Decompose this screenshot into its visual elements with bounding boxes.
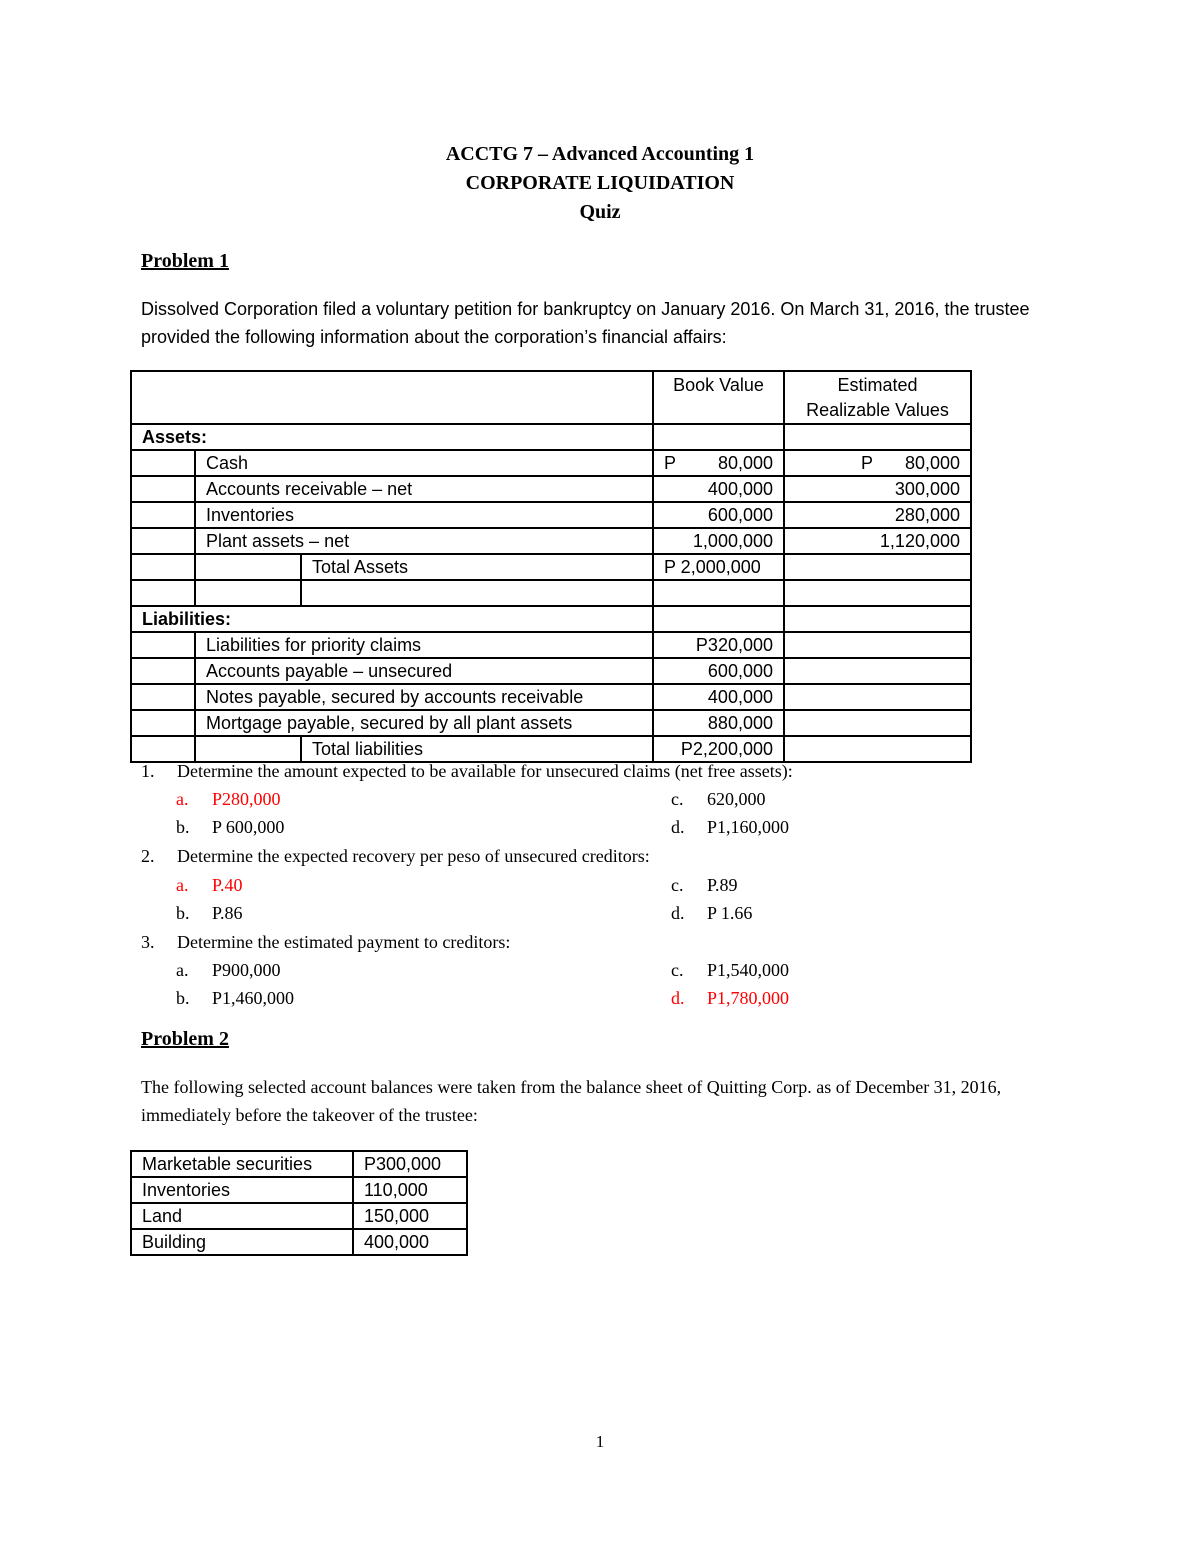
problem-2-heading: Problem 2: [141, 1028, 229, 1050]
page-number: 1: [595, 1432, 605, 1451]
account-name: Inventories: [131, 1177, 353, 1203]
book-value-header: Book Value: [653, 371, 784, 424]
liability-book-value: 400,000: [653, 684, 784, 710]
q3-option-d: d. P1,780,000: [671, 988, 790, 1008]
total-assets-label: Total Assets: [301, 554, 653, 580]
document-subtitle: Quiz: [579, 201, 621, 223]
document-title: CORPORATE LIQUIDATION: [465, 172, 735, 194]
asset-book-value: 400,000: [653, 476, 784, 502]
question-3: 3. Determine the estimated payment to creditors:: [141, 932, 511, 952]
q3-option-a: a. P900,000: [176, 960, 281, 980]
liability-book-value: 600,000: [653, 658, 784, 684]
q3-option-c: c. P1,540,000: [671, 960, 790, 980]
table-row: [131, 450, 971, 476]
table-row: [131, 476, 971, 502]
table-row: [131, 580, 971, 606]
liability-name: Mortgage payable, secured by all plant assets: [195, 710, 653, 736]
account-value: 150,000: [353, 1203, 467, 1229]
asset-book-value: 1,000,000: [653, 528, 784, 554]
table-row: [131, 502, 971, 528]
asset-estimated-value: 280,000: [784, 502, 971, 528]
course-title: ACCTG 7 – Advanced Accounting 1: [445, 143, 755, 165]
account-balances-table: [130, 1150, 468, 1256]
account-name: Land: [131, 1203, 353, 1229]
total-assets-value: P 2,000,000: [653, 554, 784, 580]
liability-book-value: P320,000: [653, 632, 784, 658]
table-row: [131, 424, 971, 450]
liability-name: Notes payable, secured by accounts receivable: [195, 684, 653, 710]
problem-1-heading: Problem 1: [141, 250, 229, 272]
asset-name: Inventories: [195, 502, 653, 528]
liabilities-section-label: Liabilities:: [131, 606, 653, 632]
table-row: [131, 1151, 467, 1177]
q3-option-b: b. P1,460,000: [176, 988, 295, 1008]
assets-section-label: Assets:: [131, 424, 653, 450]
q1-option-c: c. 620,000: [671, 789, 766, 809]
q1-option-d: d. P1,160,000: [671, 817, 790, 837]
asset-name: Accounts receivable – net: [195, 476, 653, 502]
liability-book-value: 880,000: [653, 710, 784, 736]
table-row: [131, 710, 971, 736]
q1-option-a: a. P280,000: [176, 789, 281, 809]
account-value: 110,000: [353, 1177, 467, 1203]
table-row: [131, 684, 971, 710]
total-liabilities-label: Total liabilities: [301, 736, 653, 762]
question-2: 2. Determine the expected recovery per peso of unsecured creditors:: [141, 846, 650, 866]
q2-option-c: c. P.89: [671, 875, 738, 895]
question-1: 1. Determine the amount expected to be available for unsecured claims (net free assets):: [141, 761, 793, 781]
table-row: [131, 1229, 467, 1255]
table-header-row: [131, 371, 971, 424]
asset-estimated-value: 1,120,000: [784, 528, 971, 554]
asset-book-value: P 80,000: [653, 450, 784, 476]
q2-option-b: b. P.86: [176, 903, 243, 923]
problem-2-intro: The following selected account balances were taken from the balance sheet of Quitting Corp. as of December 31, 2016, immediately before the takeover of the trustee:: [141, 1077, 1002, 1125]
q2-option-a: a. P.40: [176, 875, 243, 895]
asset-estimated-value: 300,000: [784, 476, 971, 502]
table-row: [131, 632, 971, 658]
liability-name: Liabilities for priority claims: [195, 632, 653, 658]
liability-name: Accounts payable – unsecured: [195, 658, 653, 684]
account-value: P300,000: [353, 1151, 467, 1177]
account-name: Marketable securities: [131, 1151, 353, 1177]
total-liabilities-value: P2,200,000: [653, 736, 784, 762]
table-row: [131, 1203, 467, 1229]
estimated-value-header: Estimated Realizable Values: [784, 371, 971, 424]
account-value: 400,000: [353, 1229, 467, 1255]
problem-1-intro: Dissolved Corporation filed a voluntary petition for bankruptcy on January 2016. On March 31, 2016, the trustee provided the following information about the corporation’s financial affairs:: [141, 299, 1030, 347]
table-row: [131, 528, 971, 554]
balance-sheet-table: [130, 370, 972, 763]
table-row: [131, 658, 971, 684]
table-cell: [131, 371, 653, 424]
table-row: [131, 606, 971, 632]
asset-name: Cash: [195, 450, 653, 476]
table-row: [131, 1177, 467, 1203]
q1-option-b: b. P 600,000: [176, 817, 285, 837]
asset-estimated-value: P 80,000: [784, 450, 971, 476]
q2-option-d: d. P 1.66: [671, 903, 753, 923]
table-row: [131, 554, 971, 580]
table-row: [131, 736, 971, 762]
asset-name: Plant assets – net: [195, 528, 653, 554]
asset-book-value: 600,000: [653, 502, 784, 528]
account-name: Building: [131, 1229, 353, 1255]
